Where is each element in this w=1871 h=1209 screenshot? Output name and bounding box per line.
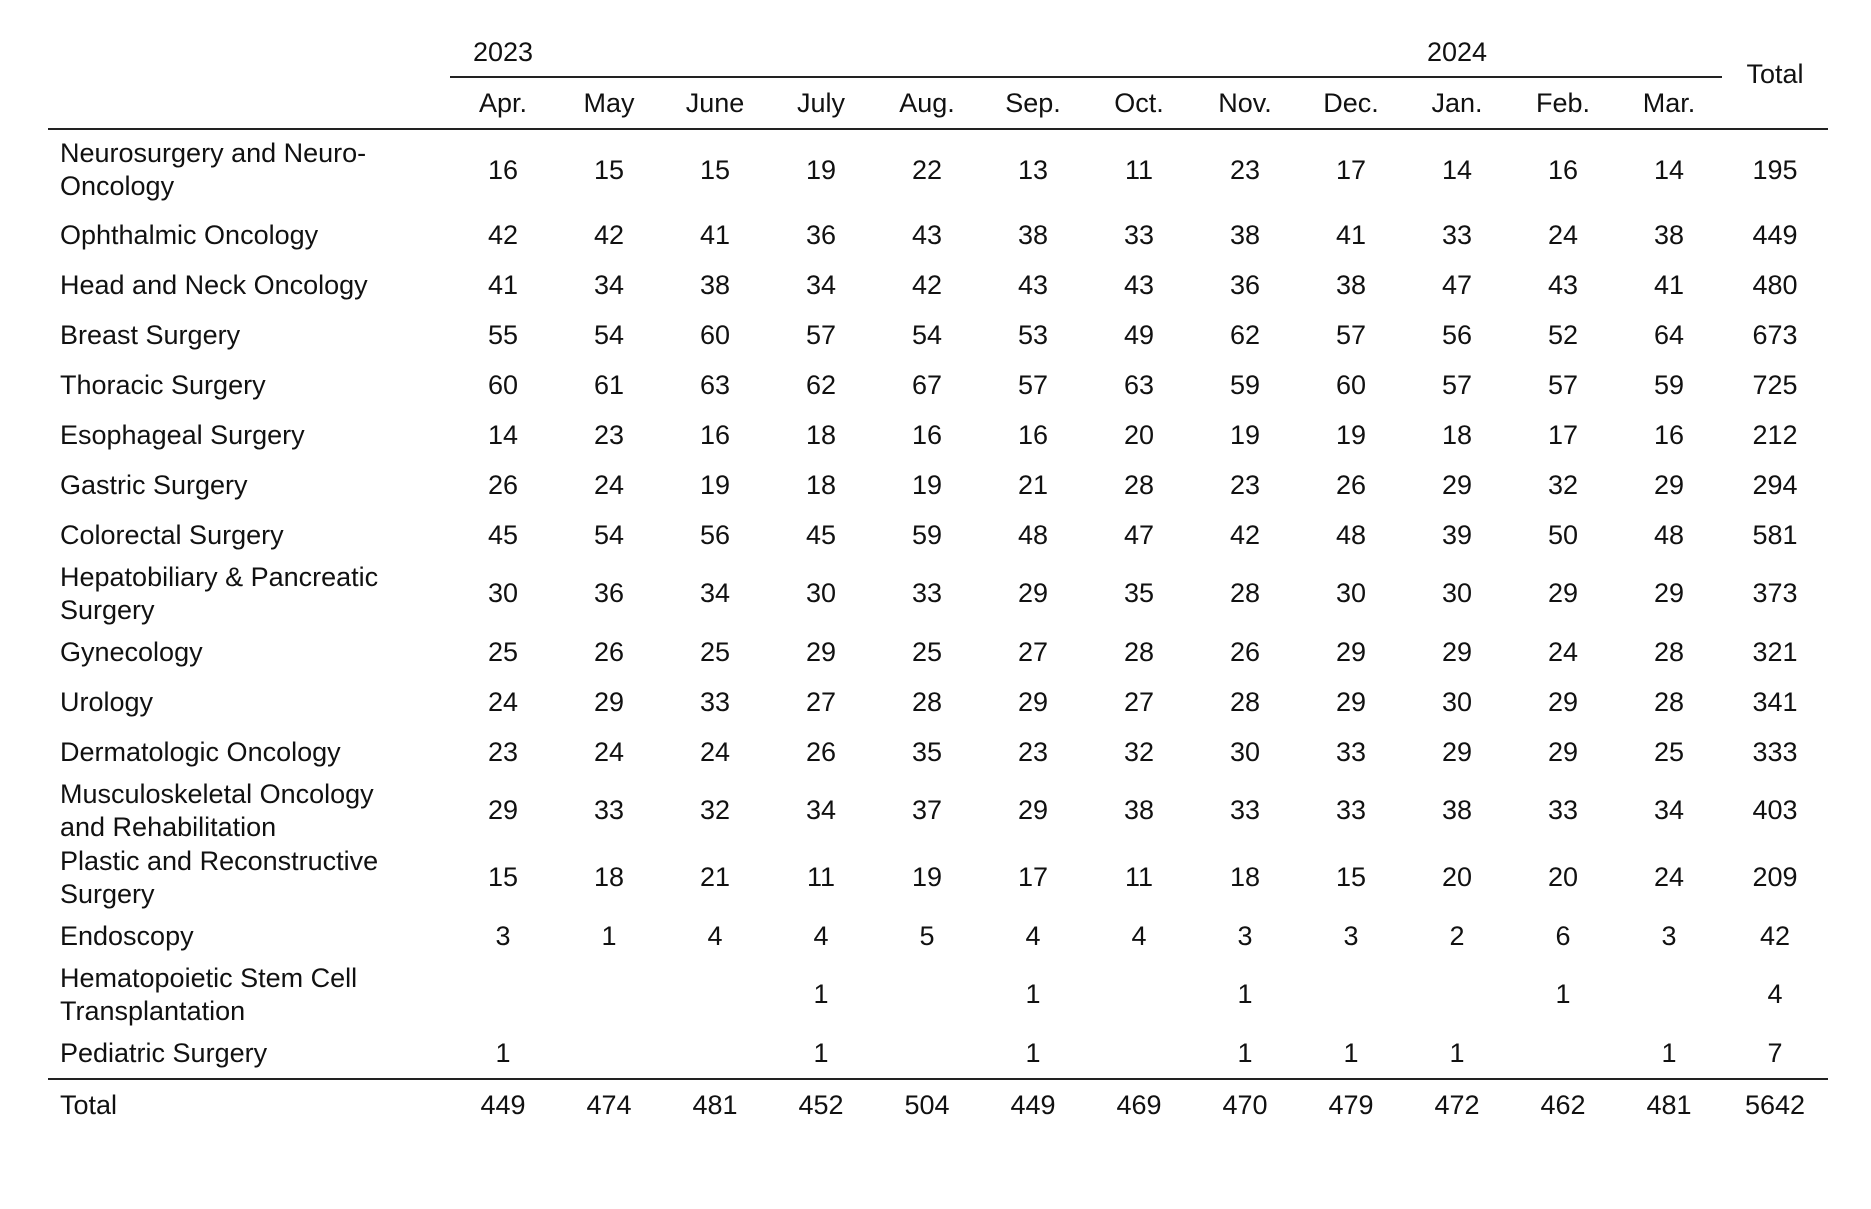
cell-value: 29	[593, 686, 625, 717]
row-total: 725	[1752, 369, 1798, 400]
cell-value	[874, 961, 980, 1028]
cell-value: 24	[699, 736, 731, 767]
table-body	[48, 129, 1828, 1079]
month-header: May	[556, 77, 662, 129]
grand-total: 5642	[1722, 1079, 1828, 1130]
cell-value: 28	[1653, 686, 1685, 717]
cell-value: 18	[805, 419, 837, 450]
cell-value: 16	[1653, 419, 1685, 450]
cell-value: 43	[1123, 269, 1155, 300]
cell-value: 3	[495, 920, 511, 951]
cell-value: 30	[1441, 578, 1473, 608]
cell-value: 43	[911, 219, 943, 250]
cell-value: 19	[911, 862, 943, 892]
cell-value: 28	[1653, 636, 1685, 667]
row-total: 4	[1767, 979, 1783, 1009]
cell-value: 48	[1017, 519, 1049, 550]
cell-value	[1510, 1028, 1616, 1079]
cell-value: 33	[593, 795, 625, 825]
row-label: Pediatric Surgery	[60, 1037, 268, 1068]
cell-value: 16	[911, 419, 943, 450]
cell-value: 17	[1017, 862, 1049, 892]
cell-value: 16	[1017, 419, 1049, 450]
monthly-total: 481	[1616, 1079, 1722, 1130]
row-label: Gynecology	[60, 636, 203, 667]
month-header: June	[662, 77, 768, 129]
cell-value: 21	[1017, 469, 1049, 500]
monthly-total: 462	[1510, 1079, 1616, 1130]
cell-value: 32	[1123, 736, 1155, 767]
cell-value: 42	[1229, 519, 1261, 550]
cell-value: 24	[593, 469, 625, 500]
table-footer	[48, 1079, 1828, 1130]
cell-value: 47	[1123, 519, 1155, 550]
cell-value	[662, 961, 768, 1028]
row-total: 480	[1752, 269, 1798, 300]
month-header-row	[48, 77, 1828, 129]
cell-value: 4	[1025, 920, 1041, 951]
cell-value: 45	[487, 519, 519, 550]
cell-value: 36	[1229, 269, 1261, 300]
cell-value: 38	[1123, 795, 1155, 825]
row-total: 195	[1752, 154, 1798, 185]
cell-value: 57	[1441, 369, 1473, 400]
cell-value: 24	[1653, 862, 1685, 892]
cell-value: 38	[1017, 219, 1049, 250]
cell-value: 20	[1123, 419, 1155, 450]
cell-value	[1086, 1028, 1192, 1079]
cell-value: 5	[919, 920, 935, 951]
row-total: 449	[1752, 219, 1798, 250]
cell-value	[450, 961, 556, 1028]
cell-value: 29	[1335, 686, 1367, 717]
cell-value: 30	[805, 578, 837, 608]
cell-value: 60	[699, 319, 731, 350]
cell-value: 34	[805, 269, 837, 300]
cell-value: 3	[1661, 920, 1677, 951]
cell-value	[556, 961, 662, 1028]
cell-value: 11	[1124, 862, 1154, 892]
monthly-total: 472	[1404, 1079, 1510, 1130]
row-total: 7	[1767, 1037, 1783, 1068]
cell-value: 1	[813, 979, 829, 1009]
cell-value: 27	[1017, 636, 1049, 667]
cell-value: 59	[911, 519, 943, 550]
cell-value: 63	[1123, 369, 1155, 400]
cell-value: 28	[911, 686, 943, 717]
cell-value: 33	[1229, 795, 1261, 825]
monthly-total: 481	[662, 1079, 768, 1130]
cell-value: 49	[1123, 319, 1155, 350]
cell-value: 2	[1449, 920, 1465, 951]
cell-value: 29	[1653, 469, 1685, 500]
cell-value: 57	[1547, 369, 1579, 400]
cell-value: 26	[1229, 636, 1261, 667]
cell-value: 54	[911, 319, 943, 350]
cell-value: 59	[1229, 369, 1261, 400]
row-label: Thoracic Surgery	[60, 369, 266, 400]
cell-value: 57	[805, 319, 837, 350]
table-row	[48, 727, 1828, 777]
table-row	[48, 677, 1828, 727]
cell-value: 38	[1653, 219, 1685, 250]
cell-value: 19	[805, 154, 837, 185]
table-row	[48, 360, 1828, 410]
cell-value: 20	[1547, 862, 1579, 892]
cell-value: 15	[487, 862, 519, 892]
cell-value: 35	[911, 736, 943, 767]
cell-value	[874, 1028, 980, 1079]
cell-value: 24	[487, 686, 519, 717]
table-row	[48, 844, 1828, 911]
cell-value: 1	[1449, 1037, 1465, 1068]
row-label: Head and Neck Oncology	[60, 269, 368, 300]
cell-value: 19	[911, 469, 943, 500]
cell-value: 28	[1229, 578, 1261, 608]
monthly-total: 449	[980, 1079, 1086, 1130]
total-row	[48, 1079, 1828, 1130]
cell-value: 23	[1017, 736, 1049, 767]
table-row	[48, 911, 1828, 961]
cell-value: 28	[1229, 686, 1261, 717]
cell-value: 15	[699, 154, 731, 185]
cell-value: 24	[1547, 219, 1579, 250]
cell-value: 29	[1017, 686, 1049, 717]
cell-value: 38	[1335, 269, 1367, 300]
cell-value: 61	[593, 369, 625, 400]
cell-value: 19	[1335, 419, 1367, 450]
cell-value: 38	[1229, 219, 1261, 250]
monthly-total: 470	[1192, 1079, 1298, 1130]
cell-value	[1298, 961, 1404, 1028]
cell-value: 18	[593, 862, 625, 892]
cell-value: 1	[1661, 1037, 1677, 1068]
cell-value: 29	[1335, 636, 1367, 667]
cell-value: 18	[805, 469, 837, 500]
cell-value: 14	[487, 419, 519, 450]
cell-value: 54	[593, 519, 625, 550]
row-total: 581	[1752, 519, 1798, 550]
cell-value: 19	[1229, 419, 1261, 450]
cell-value: 25	[1653, 736, 1685, 767]
cell-value: 29	[487, 795, 519, 825]
cell-value: 30	[487, 578, 519, 608]
table-row	[48, 410, 1828, 460]
cell-value: 14	[1441, 154, 1473, 185]
cell-value: 33	[699, 686, 731, 717]
row-label: Ophthalmic Oncology	[60, 219, 319, 250]
cell-value: 28	[1123, 636, 1155, 667]
cell-value: 36	[805, 219, 837, 250]
cell-value: 30	[1441, 686, 1473, 717]
row-label: Hematopoietic Stem Cell Transplantation	[60, 962, 358, 1026]
cell-value: 16	[699, 419, 731, 450]
cell-value: 1	[495, 1037, 511, 1068]
cell-value: 54	[593, 319, 625, 350]
cell-value: 29	[1017, 578, 1049, 608]
cell-value: 52	[1547, 319, 1579, 350]
cell-value: 48	[1653, 519, 1685, 550]
cell-value: 14	[1653, 154, 1685, 185]
cell-value: 29	[1547, 736, 1579, 767]
row-label: Breast Surgery	[60, 319, 241, 350]
cell-value: 50	[1547, 519, 1579, 550]
cell-value: 29	[1441, 736, 1473, 767]
month-header: Aug.	[874, 77, 980, 129]
cell-value: 56	[1441, 319, 1473, 350]
cell-value	[662, 1028, 768, 1079]
table-row	[48, 560, 1828, 627]
cell-value: 42	[911, 269, 943, 300]
cell-value: 34	[805, 795, 837, 825]
cell-value: 23	[1229, 154, 1261, 185]
table-row	[48, 510, 1828, 560]
cell-value	[1086, 961, 1192, 1028]
row-total: 321	[1752, 636, 1798, 667]
cell-value: 1	[1555, 979, 1571, 1009]
table-row	[48, 627, 1828, 677]
cell-value	[556, 1028, 662, 1079]
cell-value: 34	[1653, 795, 1685, 825]
cell-value: 53	[1017, 319, 1049, 350]
cell-value: 29	[1653, 578, 1685, 608]
table-row	[48, 129, 1828, 210]
cell-value: 33	[1441, 219, 1473, 250]
cell-value: 27	[805, 686, 837, 717]
cell-value: 4	[707, 920, 723, 951]
table-row	[48, 777, 1828, 844]
cell-value: 57	[1017, 369, 1049, 400]
table-row	[48, 961, 1828, 1028]
cell-value: 19	[699, 469, 731, 500]
total-column-header: Total	[1722, 20, 1828, 129]
cell-value: 45	[805, 519, 837, 550]
cell-value: 60	[487, 369, 519, 400]
row-total: 212	[1752, 419, 1798, 450]
cell-value: 1	[601, 920, 617, 951]
year-2024-label: 2024	[1426, 37, 1488, 67]
year-2023-label: 2023	[472, 37, 534, 67]
row-total: 209	[1752, 862, 1798, 892]
cell-value: 48	[1335, 519, 1367, 550]
cell-value: 30	[1229, 736, 1261, 767]
month-header: Nov.	[1192, 77, 1298, 129]
cell-value: 26	[1335, 469, 1367, 500]
table-header	[48, 20, 1828, 129]
cell-value: 36	[593, 578, 625, 608]
cell-value: 1	[813, 1037, 829, 1068]
monthly-total: 504	[874, 1079, 980, 1130]
cell-value: 64	[1653, 319, 1685, 350]
cell-value	[1404, 961, 1510, 1028]
cell-value: 29	[1441, 469, 1473, 500]
table-row	[48, 260, 1828, 310]
row-total: 373	[1752, 578, 1798, 608]
table-row	[48, 310, 1828, 360]
cell-value: 3	[1237, 920, 1253, 951]
cell-value: 4	[1131, 920, 1147, 951]
cell-value: 33	[1123, 219, 1155, 250]
cell-value: 3	[1343, 920, 1359, 951]
row-label: Hepatobiliary & Pancreatic Surgery	[60, 561, 379, 625]
cell-value: 32	[699, 795, 731, 825]
cell-value: 23	[593, 419, 625, 450]
cell-value: 24	[593, 736, 625, 767]
cell-value: 29	[1017, 795, 1049, 825]
cell-value: 30	[1335, 578, 1367, 608]
row-total: 333	[1752, 736, 1798, 767]
cell-value: 13	[1017, 154, 1049, 185]
month-header: July	[768, 77, 874, 129]
cell-value: 15	[1335, 862, 1367, 892]
month-header: Oct.	[1086, 77, 1192, 129]
cell-value: 62	[805, 369, 837, 400]
month-header: Sep.	[980, 77, 1086, 129]
cell-value: 22	[911, 154, 943, 185]
cell-value: 27	[1123, 686, 1155, 717]
monthly-total: 474	[556, 1079, 662, 1130]
cell-value: 16	[1547, 154, 1579, 185]
cell-value: 18	[1441, 419, 1473, 450]
month-header: Apr.	[450, 77, 556, 129]
cell-value: 26	[805, 736, 837, 767]
cell-value: 6	[1555, 920, 1571, 951]
cell-value: 42	[593, 219, 625, 250]
month-header: Feb.	[1510, 77, 1616, 129]
cell-value: 63	[699, 369, 731, 400]
row-label: Plastic and Reconstructive Surgery	[60, 845, 379, 909]
table-row	[48, 460, 1828, 510]
cell-value: 25	[911, 636, 943, 667]
table-row	[48, 210, 1828, 260]
cell-value: 28	[1123, 469, 1155, 500]
cell-value: 34	[593, 269, 625, 300]
cell-value: 11	[806, 862, 836, 892]
monthly-cases-table	[48, 20, 1828, 1130]
cell-value: 24	[1547, 636, 1579, 667]
cell-value: 38	[1441, 795, 1473, 825]
label-header-blank	[48, 77, 450, 129]
row-label: Esophageal Surgery	[60, 419, 305, 450]
cell-value: 11	[1124, 154, 1154, 185]
cell-value	[1616, 961, 1722, 1028]
cell-value: 33	[1335, 736, 1367, 767]
cell-value: 29	[805, 636, 837, 667]
row-label: Endoscopy	[60, 920, 194, 951]
cell-value: 17	[1335, 154, 1367, 185]
row-total: 673	[1752, 319, 1798, 350]
row-label: Colorectal Surgery	[60, 519, 284, 550]
cell-value: 41	[1335, 219, 1367, 250]
monthly-total: 449	[450, 1079, 556, 1130]
cell-value: 23	[1229, 469, 1261, 500]
row-label: Urology	[60, 686, 154, 717]
cell-value: 1	[1237, 1037, 1253, 1068]
year-header-row	[48, 20, 1828, 77]
cell-value: 33	[911, 578, 943, 608]
cell-value: 33	[1547, 795, 1579, 825]
cell-value: 41	[699, 219, 731, 250]
monthly-total: 452	[768, 1079, 874, 1130]
row-label: Musculoskeletal Oncology and Rehabilitation	[60, 778, 374, 842]
cell-value: 26	[593, 636, 625, 667]
cell-value: 29	[1441, 636, 1473, 667]
cell-value: 23	[487, 736, 519, 767]
cell-value: 34	[699, 578, 731, 608]
cell-value: 55	[487, 319, 519, 350]
cell-value: 42	[487, 219, 519, 250]
month-header: Dec.	[1298, 77, 1404, 129]
cell-value: 20	[1441, 862, 1473, 892]
row-label: Neurosurgery and Neuro-Oncology	[60, 138, 367, 201]
cell-value: 1	[1343, 1037, 1359, 1068]
month-header: Jan.	[1404, 77, 1510, 129]
month-header: Mar.	[1616, 77, 1722, 129]
cell-value: 1	[1237, 979, 1253, 1009]
row-total: 294	[1752, 469, 1798, 500]
cell-value: 18	[1229, 862, 1261, 892]
cell-value: 17	[1547, 419, 1579, 450]
cell-value: 37	[911, 795, 943, 825]
cell-value: 25	[487, 636, 519, 667]
cell-value: 29	[1547, 578, 1579, 608]
row-label: Dermatologic Oncology	[60, 736, 341, 767]
cell-value: 33	[1335, 795, 1367, 825]
cell-value: 32	[1547, 469, 1579, 500]
total-row-label: Total	[48, 1079, 450, 1130]
cell-value: 35	[1123, 578, 1155, 608]
row-total: 403	[1752, 795, 1798, 825]
cell-value: 43	[1547, 269, 1579, 300]
cell-value: 1	[1025, 1037, 1041, 1068]
row-label: Gastric Surgery	[60, 469, 248, 500]
cell-value: 29	[1547, 686, 1579, 717]
table-row	[48, 1028, 1828, 1079]
cell-value: 39	[1441, 519, 1473, 550]
cell-value: 41	[1653, 269, 1685, 300]
cell-value: 67	[911, 369, 943, 400]
cell-value: 25	[699, 636, 731, 667]
cell-value: 38	[699, 269, 731, 300]
cell-value: 21	[699, 862, 731, 892]
monthly-total: 479	[1298, 1079, 1404, 1130]
cell-value: 62	[1229, 319, 1261, 350]
cell-value: 1	[1025, 979, 1041, 1009]
cell-value: 57	[1335, 319, 1367, 350]
cell-value: 41	[487, 269, 519, 300]
cell-value: 16	[487, 154, 519, 185]
row-total: 341	[1752, 686, 1798, 717]
cell-value: 56	[699, 519, 731, 550]
cell-value: 15	[593, 154, 625, 185]
cell-value: 47	[1441, 269, 1473, 300]
cell-value: 4	[813, 920, 829, 951]
row-total: 42	[1759, 920, 1791, 951]
label-header-blank	[48, 20, 450, 77]
cell-value: 59	[1653, 369, 1685, 400]
monthly-total: 469	[1086, 1079, 1192, 1130]
cell-value: 60	[1335, 369, 1367, 400]
cell-value: 26	[487, 469, 519, 500]
cell-value: 43	[1017, 269, 1049, 300]
